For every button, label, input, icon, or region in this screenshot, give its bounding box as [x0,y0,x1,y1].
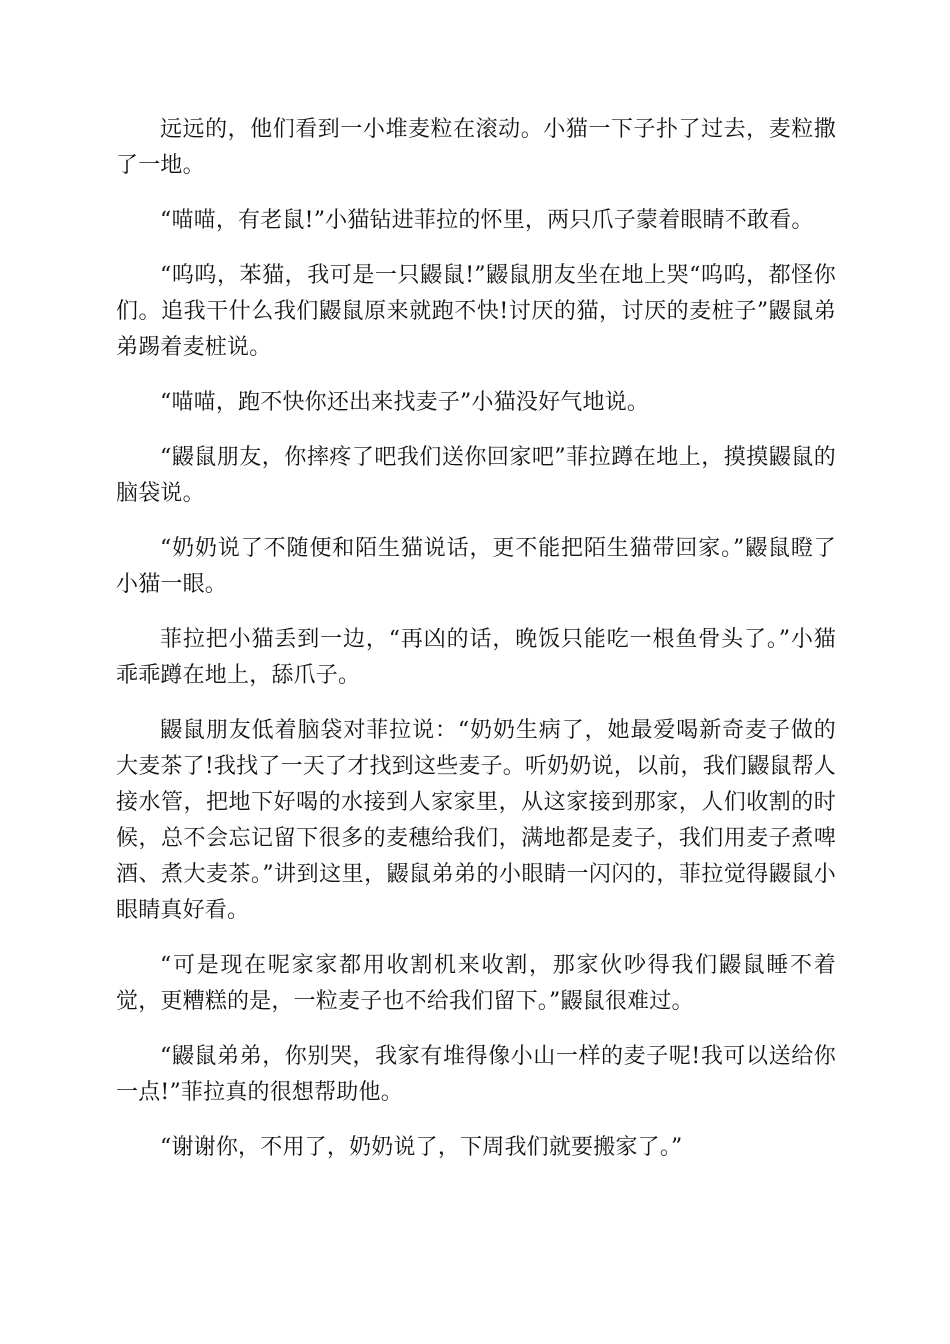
paragraph-3: “呜呜，苯猫，我可是一只鼹鼠!”鼹鼠朋友坐在地上哭“呜呜，都怪你们。追我干什么我们鼹鼠原来就跑不快!讨厌的猫，讨厌的麦桩子”鼹鼠弟弟踢着麦桩说。 [116,263,836,360]
document-page [116,112,836,1185]
paragraph-7: 菲拉把小猫丢到一边，“再凶的话，晚饭只能吃一根鱼骨头了。”小猫乖乖蹲在地上，舔爪子。 [116,627,836,688]
paragraph-9: “可是现在呢家家都用收割机来收割，那家伙吵得我们鼹鼠睡不着觉，更糟糕的是，一粒麦子也不给我们留下。”鼹鼠很难过。 [116,953,836,1014]
paragraph-8: 鼹鼠朋友低着脑袋对菲拉说：“奶奶生病了，她最爱喝新奇麦子做的大麦茶了!我找了一天了才找到这些麦子。听奶奶说，以前，我们鼹鼠帮人接水管，把地下好喝的水接到人家家里，从这家接到那家，人们收割的时候，总不会忘记留下很多的麦穗给我们，满地都是麦子，我们用麦子煮啤酒、煮大麦茶。”讲到这里，鼹鼠弟弟的小眼睛一闪闪的，菲拉觉得鼹鼠小眼睛真好看。 [116,718,836,923]
paragraph-5: “鼹鼠朋友，你摔疼了吧我们送你回家吧”菲拉蹲在地上，摸摸鼹鼠的脑袋说。 [116,445,836,506]
paragraph-10: “鼹鼠弟弟，你别哭，我家有堆得像小山一样的麦子呢!我可以送给你一点!”菲拉真的很想帮助他。 [116,1044,836,1105]
paragraph-6: “奶奶说了不随便和陌生猫说话，更不能把陌生猫带回家。”鼹鼠瞪了小猫一眼。 [116,536,836,597]
paragraph-4: “喵喵，跑不快你还出来找麦子”小猫没好气地说。 [160,390,650,415]
paragraph-11: “谢谢你，不用了，奶奶说了，下周我们就要搬家了。” [160,1135,683,1160]
paragraph-2: “喵喵，有老鼠!”小猫钻进菲拉的怀里，两只爪子蒙着眼睛不敢看。 [160,208,814,233]
paragraph-1: 远远的，他们看到一小堆麦粒在滚动。小猫一下子扑了过去，麦粒撒了一地。 [116,117,836,178]
